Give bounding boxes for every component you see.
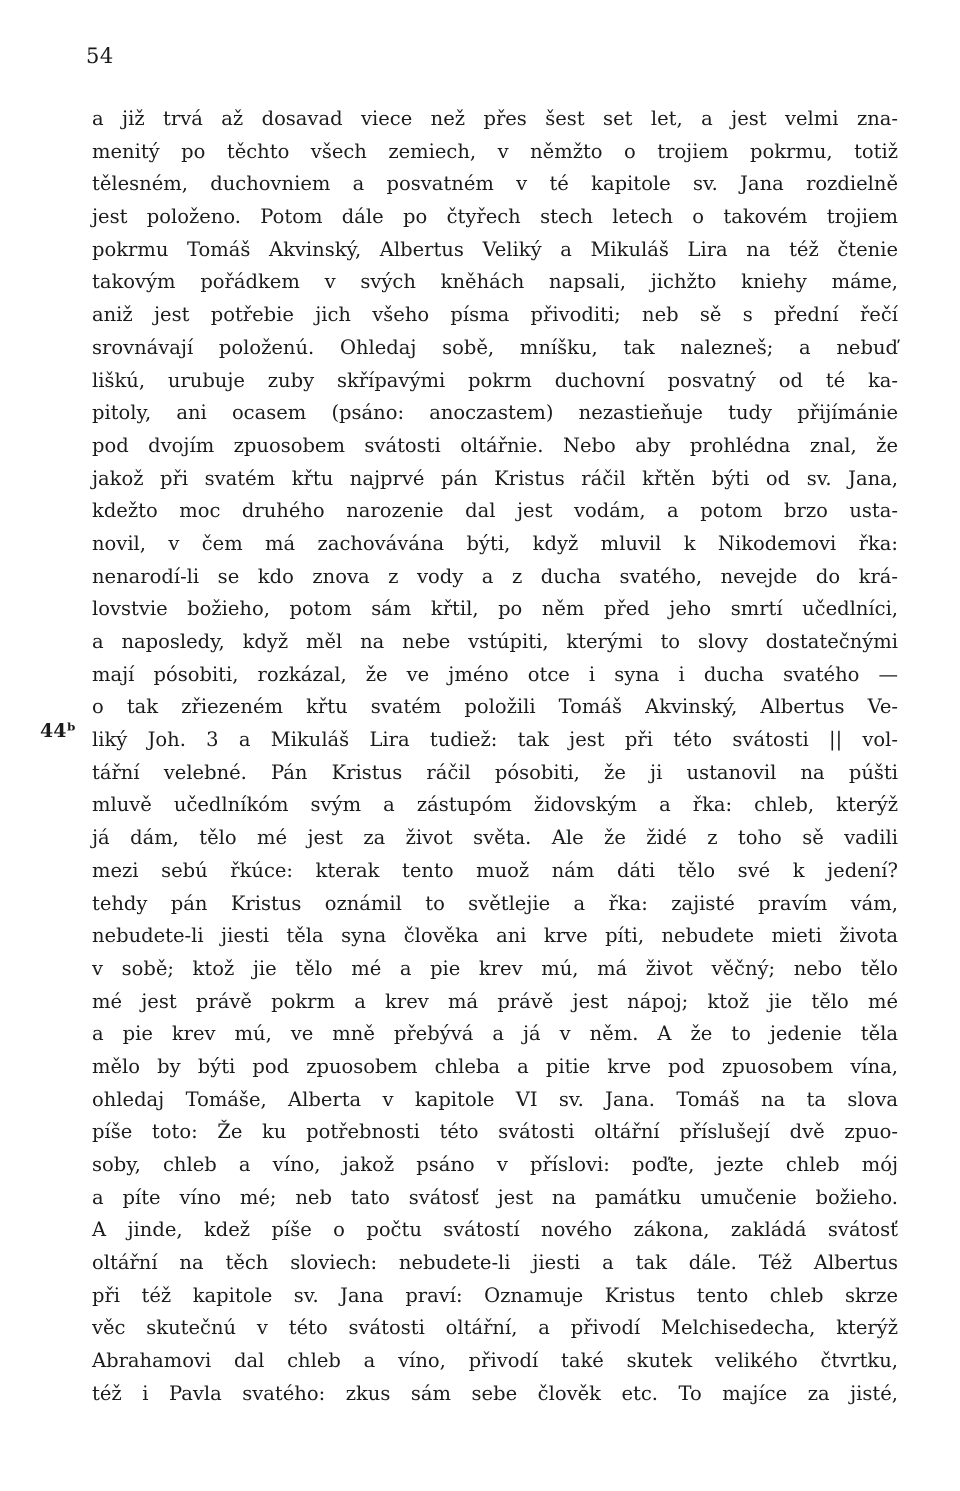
text-line: pitoly, ani ocasem (psáno: anoczastem) nezastieňuje tudy přijímánie (92, 401, 898, 425)
text-line: a naposledy, když měl na nebe vstúpiti, kterými to slovy dostatečnými (92, 630, 898, 653)
text-line: oltářní na těch sloviech: nebudete-li jiesti a tak dále. Též Albertus (92, 1251, 898, 1275)
text-line: při též kapitole sv. Jana praví: Oznamuje Kristus tento chleb skrze (92, 1283, 898, 1307)
text-line: nebudete-li jiesti těla syna člověka ani krve píti, nebudete mieti života (92, 924, 898, 948)
text-line: též i Pavla svatého: zkus sám sebe člověk etc. To majíce za jisté, (92, 1381, 898, 1405)
body-text (92, 103, 898, 1411)
text-line: tehdy pán Kristus oznámil to světlejie a řka: zajisté pravím vám, (92, 891, 898, 915)
text-line: mělo by býti pod zpuosobem chleba a pitie krve pod zpuosobem vína, (92, 1054, 898, 1078)
text-line: a píte víno mé; neb tato svátosť jest na památku umučenie božieho. (92, 1185, 898, 1209)
text-line: menitý po těchto všech zemiech, v němžto o trojiem pokrmu, totiž (92, 139, 898, 163)
text-line: píše toto: Že ku potřebnosti této svátosti oltářní příslušejí dvě zpuo- (92, 1120, 898, 1144)
text-line: a pie krev mú, ve mně přebývá a já v něm. A že to jedenie těla (92, 1022, 898, 1046)
text-line: a již trvá až dosavad viece než přes šest set let, a jest velmi zna- (92, 107, 898, 130)
text-line: soby, chleb a víno, jakož psáno v příslovi: poďte, jezte chleb mój (92, 1153, 898, 1176)
text-line: jest položeno. Potom dále po čtyřech stech letech o takovém trojiem (92, 205, 898, 229)
text-line: mluvě učedlníkóm svým a zástupóm židovským a řka: chleb, kterýž (92, 793, 898, 817)
text-line: já dám, tělo mé jest za život světa. Ale že židé z toho sě vadili (92, 826, 898, 850)
text-line: aniž jest potřebie jich všeho písma přivoditi; neb sě s přední řečí (92, 303, 898, 327)
text-line: liškú, urubuje zuby skřípavými pokrm duchovní posvatný od té ka- (92, 368, 898, 392)
text-line: jakož při svatém křtu najprvé pán Kristus ráčil křtěn býti od sv. Jana, (92, 466, 898, 490)
text-line: ohledaj Tomáše, Alberta v kapitole VI sv. Jana. Tomáš na ta slova (92, 1087, 898, 1111)
text-line: v sobě; ktož jie tělo mé a pie krev mú, má život věčný; nebo tělo (92, 956, 898, 980)
text-line: pod dvojím zpuosobem svátosti oltářnie. Nebo aby prohlédna znal, že (92, 433, 898, 457)
text-line: kdežto moc druhého narozenie dal jest vodám, a potom brzo usta- (92, 499, 898, 523)
text-line: liký Joh. 3 a Mikuláš Lira tudiež: tak jest při této svátosti || vol- (92, 728, 898, 752)
text-line: Abrahamovi dal chleb a víno, přivodí také skutek velikého čtvrtku, (92, 1349, 898, 1373)
text-line: mé jest právě pokrm a krev má právě jest nápoj; ktož jie tělo mé (92, 989, 898, 1013)
text-line: o tak zřiezeném křtu svatém položili Tomáš Akvinský, Albertus Ve- (92, 695, 898, 719)
text-line: nenarodí-li se kdo znova z vody a z ducha svatého, nevejde do krá- (92, 564, 898, 588)
text-line: věc skutečnú v této svátosti oltářní, a přivodí Melchisedecha, kterýž (92, 1316, 898, 1340)
text-line: tářní velebné. Pán Kristus ráčil pósobiti, že ji ustanovil na púšti (92, 760, 898, 784)
text-line: mezi sebú řkúce: kterak tento muož nám dáti tělo své k jedení? (92, 858, 898, 882)
text-line: novil, v čem má zachovávána býti, když mluvil k Nikodemovi řka: (92, 531, 898, 555)
text-line: lovstvie božieho, potom sám křtil, po něm před jeho smrtí učedlníci, (92, 597, 898, 621)
text-line: mají pósobiti, rozkázal, že ve jméno otce i syna i ducha svatého — (92, 662, 898, 686)
text-line: srovnávají položenú. Ohledaj sobě, mníšku, tak nalezneš; a nebuď (92, 335, 898, 359)
text-line: tělesném, duchovniem a posvatném v té kapitole sv. Jana rozdielně (92, 172, 898, 196)
text-line: A jinde, kdež píše o počtu svátostí nového zákona, zakládá svátosť (92, 1218, 898, 1242)
page-number: 54 (86, 44, 114, 68)
text-line: pokrmu Tomáš Akvinský, Albertus Veliký a Mikuláš Lira na též čtenie (92, 237, 898, 261)
margin-note: 44ᵇ (40, 720, 76, 742)
text-line: takovým pořádkem v svých kněhách napsali, jichžto kniehy máme, (92, 270, 898, 294)
